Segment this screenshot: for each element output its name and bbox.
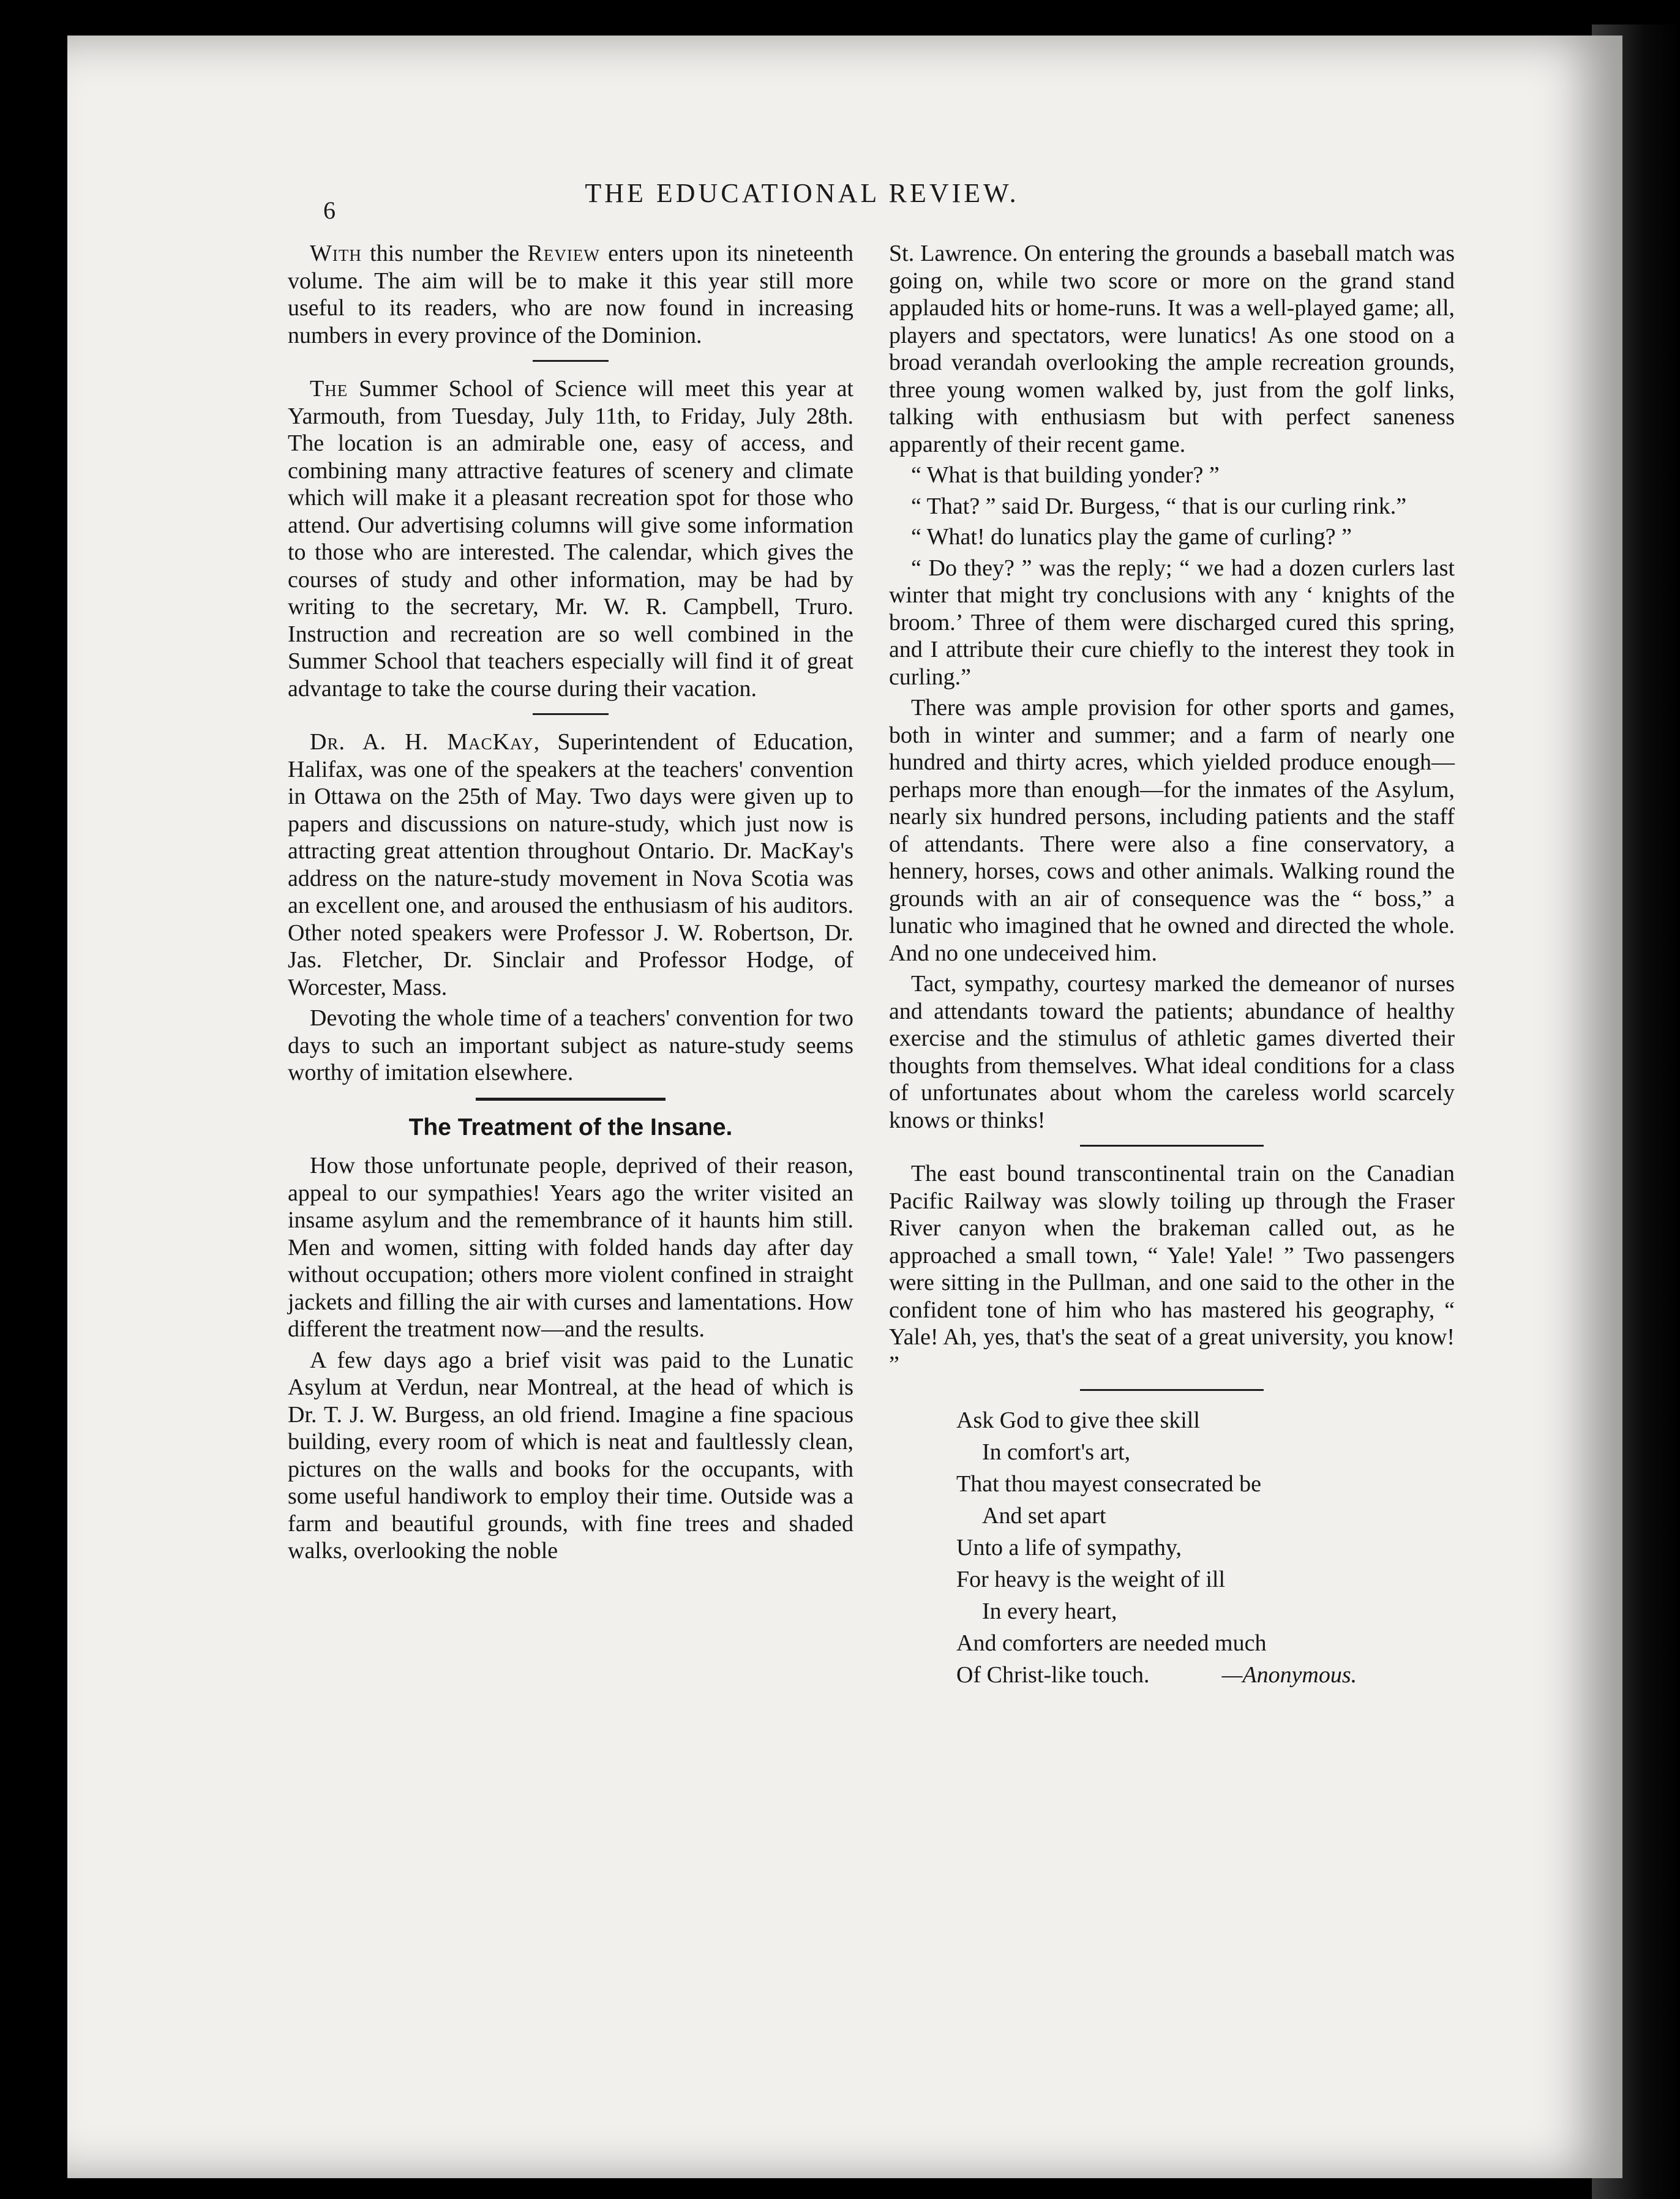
poem-line: Unto a life of sympathy, [956, 1535, 1182, 1560]
poem-line: In every heart, [982, 1598, 1117, 1624]
running-head: THE EDUCATIONAL REVIEW. [585, 178, 1019, 208]
editorial-note-summer-school: The Summer School of Science will meet this year at Yarmouth, from Tuesday, July 11th, to Friday, July 28th. The location is an admirable one, easy of access, and combining many attractive features of scenery and climate which will make it a pleasant recreation spot for those who attend. Our advertising columns will give some information to those who are interested. The calendar, which gives the courses of study and other information, may be had by writing to the secretary, Mr. W. R. Campbell, Truro. Instruction and recreation are so well combined in the Summer School that teachers especially will find it of great advantage to take the course during their vacation. [288, 376, 853, 702]
dialogue-line: “ What is that building yonder? ” [911, 462, 1220, 488]
article-paragraph: Tact, sympathy, courtesy marked the demeanor of nurses and attendants toward the patients; abundance of healthy exercise and the stimulus of athletic games diverted their thoughts from themselves. What ideal conditions for a class of unfortunates about whom the careless world scarcely knows or thinks! [889, 971, 1455, 1133]
lead-name: Dr. A. H. MacKay [310, 729, 534, 755]
right-column [889, 240, 1455, 1691]
poem-line: For heavy is the weight of ill [956, 1567, 1226, 1592]
page-number: 6 [323, 197, 336, 224]
review-name: Review [527, 241, 600, 266]
section-divider [1080, 1389, 1264, 1391]
section-divider [533, 360, 609, 362]
article-paragraph: There was ample provision for other sports and games, both in winter and summer; and a farm of nearly one hundred and thirty acres, which yielded produce enough—perhaps more than enough—for the inmates of the Asylum, nearly six hundred persons, including patients and the staff of attendants. There were also a fine conservatory, a hennery, horses, cows and other animals. Walking round the grounds with an air of consequence was the “ boss,” a lunatic who imagined that he owned and directed the whole. And no one undeceived him. [889, 695, 1455, 966]
anecdote-paragraph: The east bound transcontinental train on the Canadian Pacific Railway was slowly toiling up through the Fraser River canyon when the brakeman called out, as he approached a small town, “ Yale! Yale! ” Two passengers were sitting in the Pullman, and one said to the other in the confident tone of him who has mastered his geography, “ Yale! Ah, yes, that's the seat of a great university, you know! ” [889, 1161, 1455, 1377]
poem-line: And comforters are needed much [956, 1630, 1267, 1656]
poem-line: That thou mayest consecrated be [956, 1471, 1262, 1497]
lead-word: The [310, 376, 348, 402]
dialogue-line: “ That? ” said Dr. Burgess, “ that is our curling rink.” [911, 493, 1407, 519]
dialogue-line: “ Do they? ” was the reply; “ we had a dozen curlers last winter that might try conclusions with any ‘ knights of the broom.’ Three of them were discharged cured this spring, and I attribute their cure chiefly to the interest they took in curling.” [889, 555, 1455, 690]
poem-line: In comfort's art, [982, 1439, 1131, 1465]
poem-signature: —Anonymous. [1221, 1662, 1357, 1688]
editorial-note-mackay: Dr. A. H. MacKay, Superintendent of Education, Halifax, was one of the speakers at the teachers' convention in Ottawa on the 25th of May. Two days were given up to papers and discussions on nature-study, which just now is attracting great attention throughout Ontario. Dr. MacKay's address on the nature-study movement in Nova Scotia was an excellent one, and aroused the enthusiasm of his auditors. Other noted speakers were Professor J. W. Robertson, Dr. Jas. Fletcher, Dr. Sinclair and Professor Hodge, of Worcester, Mass. [288, 729, 853, 1000]
section-divider [1080, 1145, 1264, 1147]
article-paragraph: How those unfortunate people, deprived of their reason, appeal to our sympathies! Years ago the writer visited an insame asylum and the remembrance of it haunts him still. Men and women, sitting with folded hands day after day without occupation; others more violent confined in straight jackets and filling the air with curses and lamentations. How different the treatment now—and the results. [288, 1153, 853, 1342]
article-divider [476, 1098, 666, 1101]
poem [956, 1404, 1455, 1691]
dialogue-line: “ What! do lunatics play the game of curling? ” [911, 524, 1352, 550]
poem-line: Ask God to give thee skill [956, 1407, 1200, 1433]
article-paragraph: St. Lawrence. On entering the grounds a baseball match was going on, while two score or more on the grand stand applauded hits or home-runs. It was a well-played game; all, players and spectators, were lunatics! As one stood on a broad verandah overlooking the ample recreation grounds, three young women walked by, just from the golf links, talking with enthusiasm but with perfect saneness apparently of their recent game. [889, 241, 1455, 457]
poem-line: And set apart [982, 1503, 1106, 1529]
lead-word: With [310, 241, 362, 266]
article-heading: The Treatment of the Insane. [408, 1114, 733, 1141]
poem-line: Of Christ-like touch. —Anonymous. [956, 1662, 1357, 1688]
article-paragraph: A few days ago a brief visit was paid to the Lunatic Asylum at Verdun, near Montreal, at the head of which is Dr. T. J. W. Burgess, an old friend. Imagine a fine spacious building, every room of which is neat and faultlessly clean, pictures on the walls and books for the occupants, with some useful handiwork to employ their time. Outside was a farm and beautiful grounds, with fine trees and shaded walks, overlooking the noble [288, 1347, 853, 1564]
left-column [288, 240, 853, 1568]
section-divider [533, 713, 609, 715]
editorial-note-mackay-continued: Devoting the whole time of a teachers' convention for two days to such an important subject as nature-study seems worthy of imitation elsewhere. [288, 1005, 853, 1085]
editorial-note-volume: With this number the Review enters upon its nineteenth volume. The aim will be to make it this year still more useful to its readers, who are now found in increasing numbers in every province of the Dominion. [288, 241, 853, 348]
